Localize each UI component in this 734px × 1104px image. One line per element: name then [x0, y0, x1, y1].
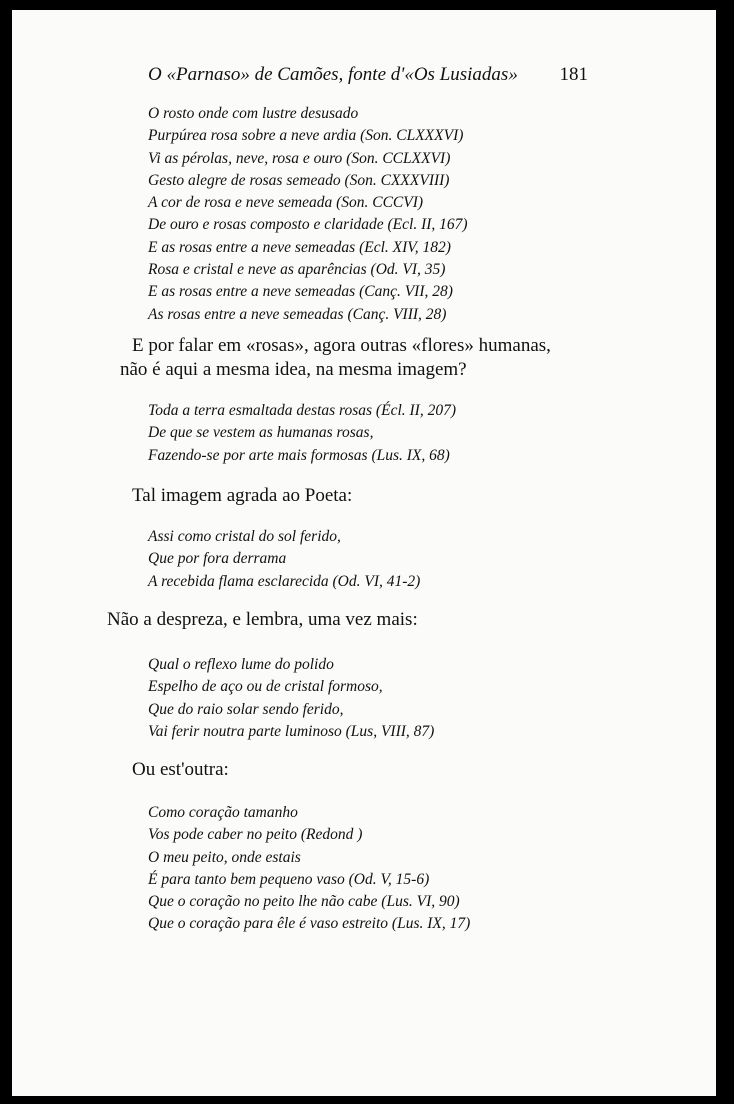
book-page — [12, 10, 722, 1096]
verse-line: E as rosas entre a neve semeadas (Ecl. XIV, 182) — [148, 238, 451, 256]
verse-line: Qual o reflexo lume do polido — [148, 656, 334, 673]
verse-quote-5 — [148, 802, 470, 936]
verse-quote-2 — [148, 400, 456, 467]
verse-line: Gesto alegre de rosas semeado (Son. CXXXVIII) — [148, 171, 450, 189]
verse-line: Assi como cristal do sol ferido, — [148, 528, 341, 545]
verse-quote-3 — [148, 526, 420, 593]
verse-line: A recebida flama esclarecida (Od. VI, 41-2) — [148, 572, 421, 590]
running-header — [148, 64, 588, 86]
verse-line: As rosas entre a neve semeadas (Canç. VIII, 28) — [148, 305, 447, 323]
verse-line: E as rosas entre a neve semeadas (Canç. VII, 28) — [148, 283, 453, 301]
verse-line: É para tanto bem pequeno vaso (Od. V, 15-6) — [148, 870, 430, 888]
verse-line: Toda a terra esmaltada destas rosas (Écl. II, 207) — [148, 402, 456, 419]
verse-line: Vos pode caber no peito (Redond ) — [148, 826, 363, 844]
verse-line: O rosto onde com lustre desusado — [148, 105, 359, 122]
verse-line: Espelho de aço ou de cristal formoso, — [148, 678, 383, 696]
paragraph-4 — [132, 758, 229, 782]
paragraph-3 — [107, 608, 418, 632]
verse-line: Que o coração para êle é vaso estreito (Lus. IX, 17) — [148, 915, 471, 933]
prose-line: Não a despreza, e lembra, uma vez mais: — [107, 609, 418, 630]
prose-line: Tal imagem agrada ao Poeta: — [132, 485, 353, 506]
verse-line: Que o coração no peito lhe não cabe (Lus. VI, 90) — [148, 893, 460, 911]
verse-line: Vai ferir noutra parte luminoso (Lus, VIII, 87) — [148, 722, 435, 740]
verse-line: Que por fora derrama — [148, 550, 287, 568]
verse-line: Fazendo-se por arte mais formosas (Lus. IX, 68) — [148, 446, 450, 464]
verse-line: A cor de rosa e neve semeada (Son. CCCVI) — [148, 194, 424, 212]
page-number: 181 — [559, 64, 588, 85]
verse-line: O meu peito, onde estais — [148, 848, 301, 866]
paragraph-2 — [132, 484, 352, 508]
verse-quote-4 — [148, 654, 434, 743]
running-title: O «Parnaso» de Camões, fonte d'«Os Lusiadas» — [148, 64, 518, 85]
verse-quote-1 — [148, 103, 468, 326]
prose-line: E por falar em «rosas», agora outras «flores» humanas, — [132, 335, 551, 356]
verse-line: Que do raio solar sendo ferido, — [148, 700, 344, 718]
prose-line: Ou est'outra: — [132, 759, 229, 780]
verse-line: De que se vestem as humanas rosas, — [148, 424, 374, 442]
verse-line: Purpúrea rosa sobre a neve ardia (Son. CLXXXVI) — [148, 127, 464, 145]
paragraph-1 — [120, 334, 551, 382]
verse-line: Como coração tamanho — [148, 804, 298, 821]
verse-line: De ouro e rosas composto e claridade (Ecl. II, 167) — [148, 216, 468, 234]
verse-line: Rosa e cristal e neve as aparências (Od. VI, 35) — [148, 261, 446, 279]
prose-line: não é aqui a mesma idea, na mesma imagem? — [120, 359, 467, 380]
verse-line: Vi as pérolas, neve, rosa e ouro (Son. CCLXXVI) — [148, 149, 451, 167]
